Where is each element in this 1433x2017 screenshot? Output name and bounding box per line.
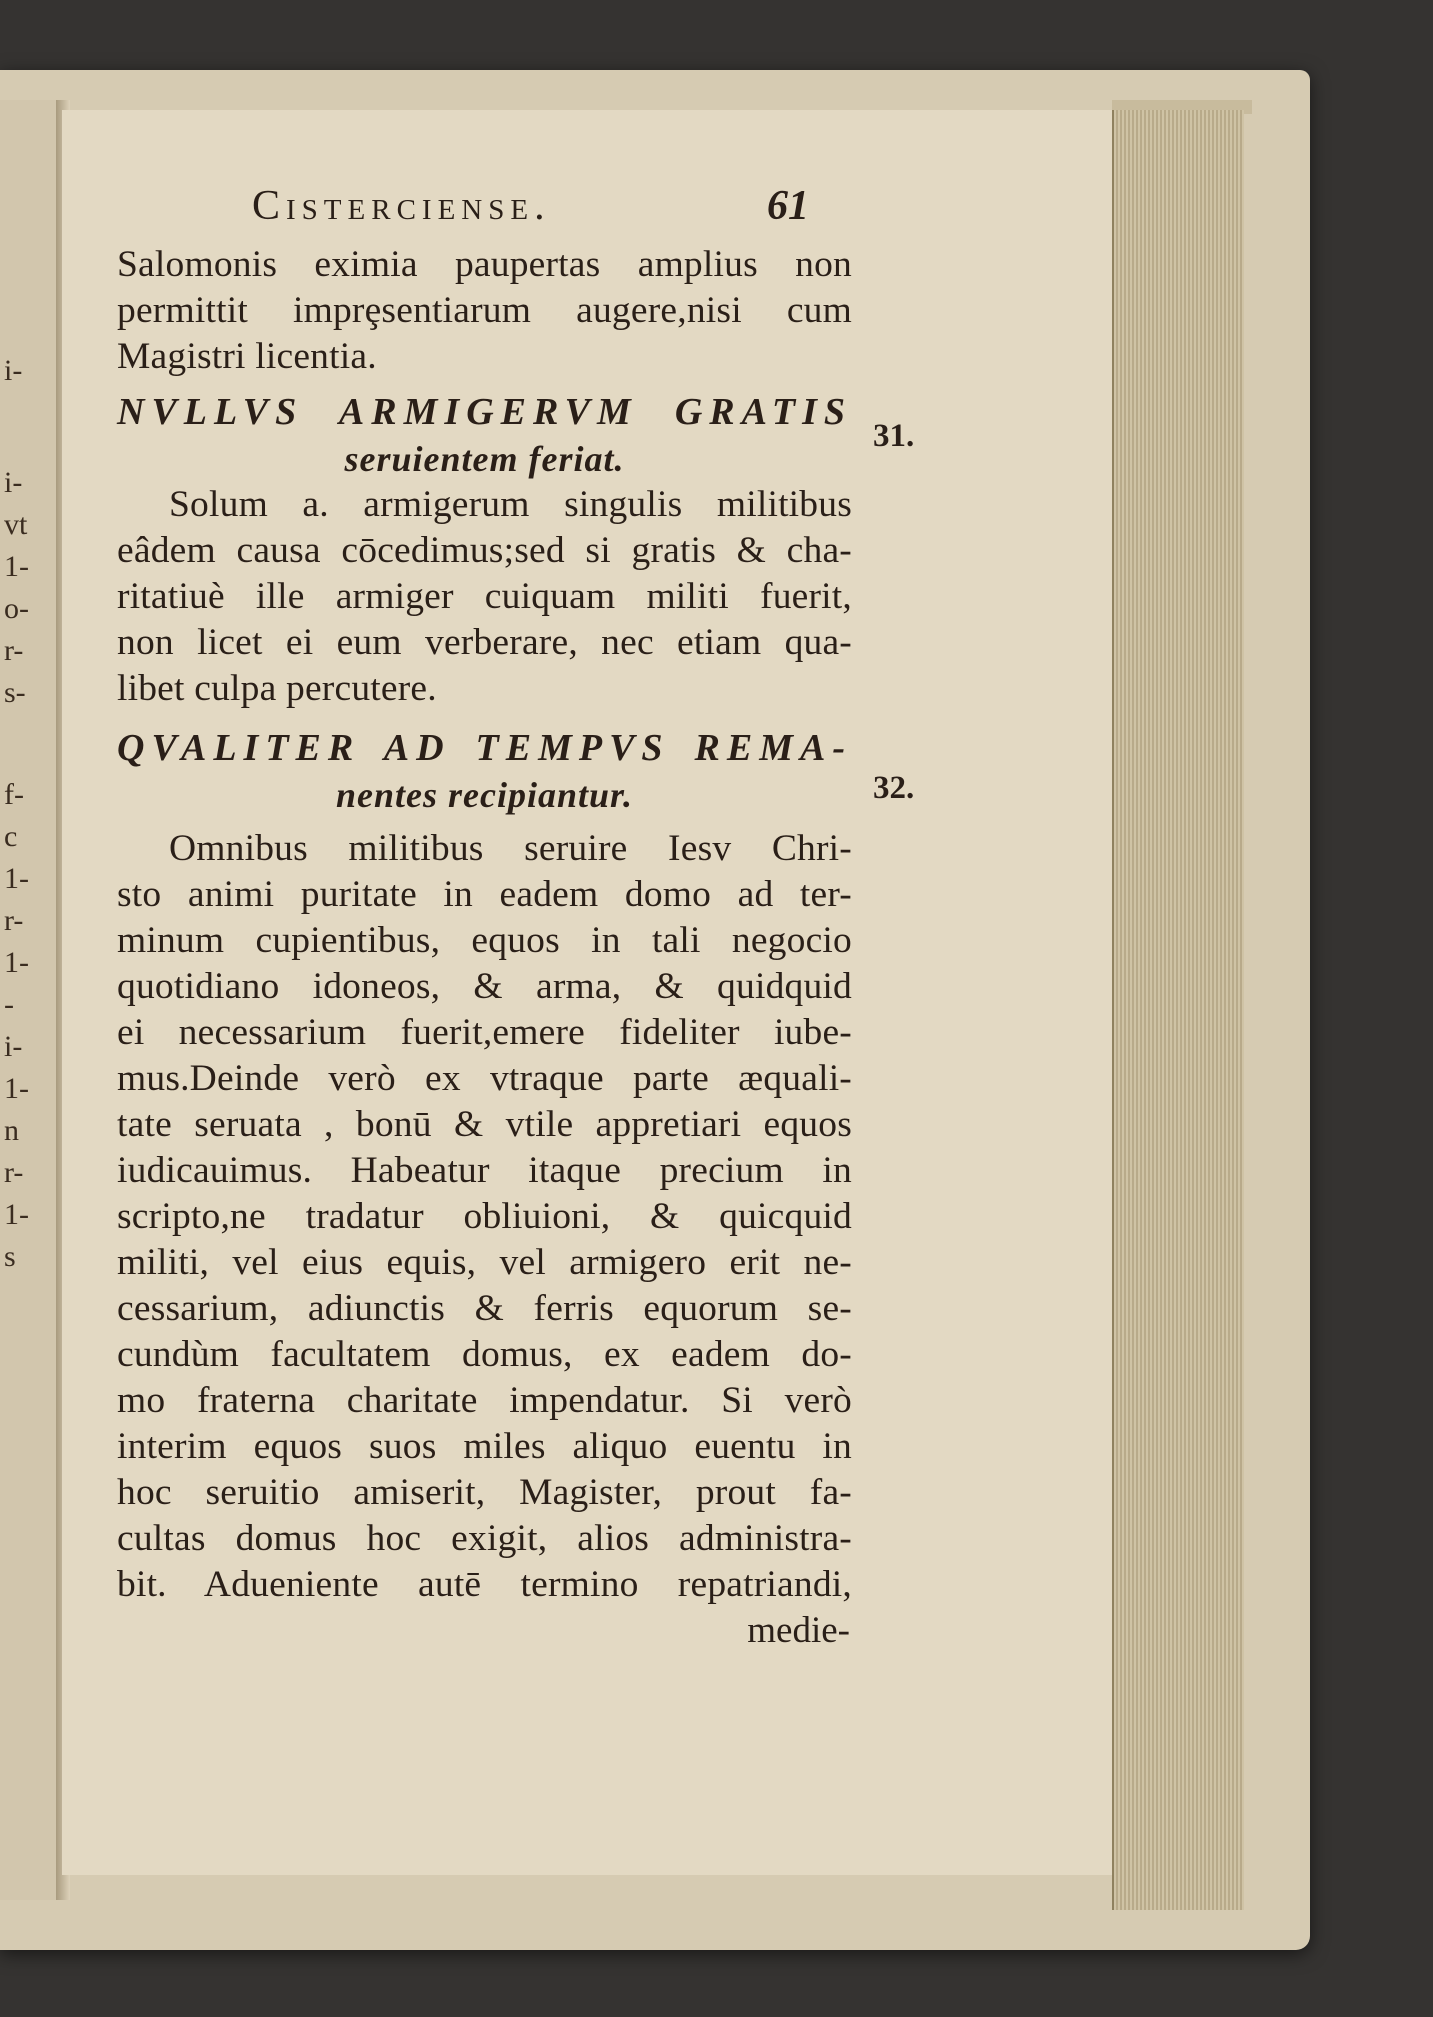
margin-number: 31. — [873, 418, 915, 454]
heading-line: NVLLVS ARMIGERVM GRATIS — [117, 391, 852, 433]
text-line: scripto,ne tradatur obliuioni, & quicquid — [117, 1196, 852, 1237]
text-line: Omnibus militibus seruire Iesv Chri- — [169, 828, 852, 869]
text-line: cultas domus hoc exigit, alios administra- — [117, 1518, 852, 1559]
spacer — [117, 818, 852, 826]
left-char: c — [4, 820, 18, 853]
running-title: Cisterciense. — [252, 183, 551, 229]
text-line: Magistri licentia. — [117, 336, 377, 377]
text-line: Solum a. armigerum singulis militibus — [169, 484, 852, 525]
left-char: 1- — [4, 550, 29, 583]
left-char: s — [4, 1240, 16, 1273]
text-line: eâdem causa cōcedimus;sed si gratis & cha- — [117, 530, 852, 571]
left-page-edge-text — [4, 350, 44, 1278]
left-char: vt — [4, 508, 28, 541]
paragraph-1 — [117, 242, 852, 380]
text-line: non licet ei eum verberare, nec etiam qua- — [117, 622, 852, 663]
paragraph-3 — [117, 826, 852, 1608]
text-line: mo fraterna charitate impendatur. Si verò — [117, 1380, 852, 1421]
text-line: iudicauimus. Habeatur itaque precium in — [117, 1150, 852, 1191]
paragraph-2 — [117, 482, 852, 712]
spacer — [117, 380, 852, 388]
left-char: 1- — [4, 1072, 29, 1105]
running-head — [117, 182, 852, 242]
text-line: cundùm facultatem domus, ex eadem do- — [117, 1334, 852, 1375]
left-char: r- — [4, 1156, 24, 1189]
spacer — [4, 392, 44, 462]
text-line: ei necessarium fuerit,emere fideliter iube- — [117, 1012, 852, 1053]
left-page — [0, 100, 62, 1900]
text-line: quotidiano idoneos, & arma, & quidquid — [117, 966, 852, 1007]
text-line: sto animi puritate in eadem domo ad ter- — [117, 874, 852, 915]
text-line: bit. Adueniente autē termino repatriandi, — [117, 1564, 852, 1605]
left-char: s- — [4, 676, 26, 709]
text-line: militi, vel eius equis, vel armigero erit ne- — [117, 1242, 852, 1283]
left-char: r- — [4, 634, 24, 667]
left-char: i- — [4, 354, 23, 387]
text-line: ritatiuè ille armiger cuiquam militi fuerit, — [117, 576, 852, 617]
left-char: f- — [4, 778, 24, 811]
page-block-edge — [1112, 110, 1244, 1910]
heading-line: nentes recipiantur. — [335, 775, 634, 815]
heading-line: QVALITER AD TEMPVS REMA- — [117, 727, 852, 769]
left-char: 1- — [4, 862, 29, 895]
left-char: o- — [4, 592, 29, 625]
text-line: hoc seruitio amiserit, Magister, prout fa- — [117, 1472, 852, 1513]
page-text — [117, 182, 852, 1654]
section-heading-2 — [117, 724, 852, 818]
left-char: i- — [4, 1030, 23, 1063]
text-line: libet culpa percutere. — [117, 668, 437, 709]
left-char: 1- — [4, 1198, 29, 1231]
section-heading-1 — [117, 388, 852, 482]
page-number: 61 — [767, 183, 809, 229]
margin-number: 32. — [873, 770, 915, 806]
text-line: permittit imprȩsentiarum augere,nisi cum — [117, 290, 852, 331]
text-line: cessarium, adiunctis & ferris equorum se- — [117, 1288, 852, 1329]
catchword: medie- — [747, 1610, 850, 1651]
text-line: mus.Deinde verò ex vtraque parte æquali- — [117, 1058, 852, 1099]
text-line: Salomonis eximia paupertas amplius non — [117, 244, 852, 285]
text-line: tate seruata , bonū & vtile appretiari equos — [117, 1104, 852, 1145]
left-char: i- — [4, 466, 23, 499]
spacer — [117, 712, 852, 724]
text-line: interim equos suos miles aliquo euentu in — [117, 1426, 852, 1467]
heading-line: seruientem feriat. — [344, 439, 625, 479]
left-char: - — [4, 988, 14, 1021]
left-char: 1- — [4, 946, 29, 979]
left-char: n — [4, 1114, 19, 1147]
text-line: minum cupientibus, equos in tali negocio — [117, 920, 852, 961]
spacer — [4, 714, 44, 774]
left-char: r- — [4, 904, 24, 937]
